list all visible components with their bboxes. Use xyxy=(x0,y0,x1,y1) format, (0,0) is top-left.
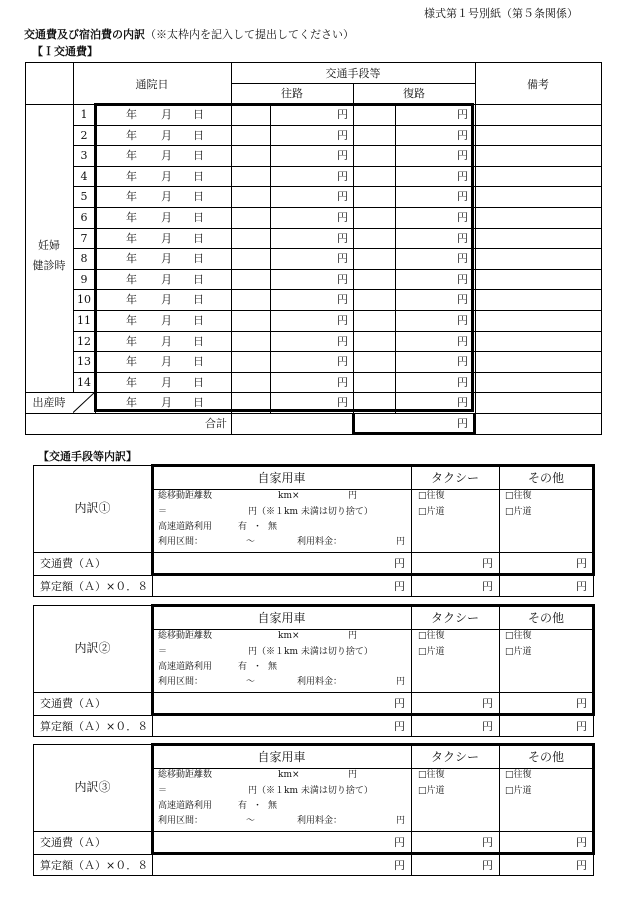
year-unit: 年 xyxy=(126,128,137,142)
year-unit: 年 xyxy=(126,108,137,121)
breakdown-label: 内訳① xyxy=(74,501,111,515)
other-one-way: □片道 xyxy=(505,786,532,796)
col-visit-date: 通院日 xyxy=(135,78,169,91)
day-unit: 日 xyxy=(193,355,204,369)
fee-label: 利用料金： xyxy=(297,677,343,687)
fare-car-yen: 円 xyxy=(394,697,405,710)
equals-sign: ＝ xyxy=(158,786,168,796)
row-number: 9 xyxy=(80,272,88,286)
calc-taxi-yen: 円 xyxy=(482,859,493,872)
rate-yen: 円 xyxy=(348,631,358,641)
other-round-trip: □往復 xyxy=(505,631,532,641)
taxi-one-way: □片道 xyxy=(418,647,445,657)
month-unit: 月 xyxy=(161,169,172,183)
month-unit: 月 xyxy=(161,314,172,327)
fare-label: 交通費（Ａ） xyxy=(40,557,106,570)
col-transport: 交通手段等 xyxy=(325,67,381,80)
year-unit: 年 xyxy=(126,293,137,307)
month-unit: 月 xyxy=(161,149,172,163)
section2-label: 【交通手段等内訳】 xyxy=(38,450,137,463)
calc-label: 算定額（Ａ）×０．８ xyxy=(40,580,149,593)
month-unit: 月 xyxy=(161,293,172,307)
title-text: 交通費及び宿泊費の内訳 xyxy=(24,28,145,41)
other-round-trip: □往復 xyxy=(505,491,532,501)
title-note: （※太枠内を記入して提出してください） xyxy=(145,28,354,41)
month-unit: 月 xyxy=(161,190,172,204)
outbound-yen: 円 xyxy=(337,272,348,286)
row-number: 5 xyxy=(80,190,88,204)
group-checkup-line2: 健診時 xyxy=(32,259,66,273)
section-label: 利用区間： xyxy=(158,816,204,826)
row-number: 8 xyxy=(80,252,88,266)
row-number: 3 xyxy=(80,149,88,163)
form-reference: 様式第１号別紙（第５条関係） xyxy=(424,7,578,20)
rate-yen: 円 xyxy=(348,491,358,501)
total-label: 合計 xyxy=(205,417,227,430)
page-title xyxy=(24,29,354,40)
day-unit: 日 xyxy=(193,334,204,348)
equals-sign: ＝ xyxy=(158,507,168,517)
fare-car-yen: 円 xyxy=(394,836,405,849)
highway-no: 無 xyxy=(268,662,278,672)
calc-label: 算定額（Ａ）×０．８ xyxy=(40,859,149,872)
section1-label: 【Ｉ交通費】 xyxy=(32,45,98,58)
day-unit: 日 xyxy=(193,190,204,204)
outbound-yen: 円 xyxy=(337,314,348,327)
rounding-note: 円（※１km 未満は切り捨て） xyxy=(248,786,373,796)
col-return: 復路 xyxy=(403,87,425,100)
fare-car-yen: 円 xyxy=(394,557,405,570)
km-times: km× xyxy=(278,631,300,641)
highway-dot: ・ xyxy=(253,801,263,811)
section-label: 利用区間： xyxy=(158,537,204,547)
year-unit: 年 xyxy=(126,314,137,327)
year-unit: 年 xyxy=(126,190,137,204)
day-unit: 日 xyxy=(193,272,204,286)
fare-taxi-yen: 円 xyxy=(482,557,493,570)
equals-sign: ＝ xyxy=(158,647,168,657)
taxi-round-trip: □往復 xyxy=(418,631,445,641)
year-unit: 年 xyxy=(126,355,137,369)
fare-taxi-yen: 円 xyxy=(482,836,493,849)
distance-label: 総移動距離数 xyxy=(158,631,213,641)
total-yen: 円 xyxy=(457,417,468,430)
km-times: km× xyxy=(278,770,300,780)
outbound-yen: 円 xyxy=(337,252,348,266)
highway-no: 無 xyxy=(268,522,278,532)
taxi-header: タクシー xyxy=(430,750,479,764)
return-yen: 円 xyxy=(457,149,468,163)
return-yen: 円 xyxy=(457,355,468,369)
taxi-header: タクシー xyxy=(430,611,479,625)
year-unit: 年 xyxy=(126,272,137,286)
calc-taxi-yen: 円 xyxy=(482,720,493,733)
outbound-yen: 円 xyxy=(337,149,348,163)
year-unit: 年 xyxy=(126,169,137,183)
highway-label: 高速道路利用 xyxy=(158,662,213,672)
return-yen: 円 xyxy=(457,334,468,348)
rate-yen: 円 xyxy=(348,770,358,780)
highway-label: 高速道路利用 xyxy=(158,522,213,532)
row-number: 6 xyxy=(80,211,88,224)
col-remarks: 備考 xyxy=(527,78,549,91)
distance-label: 総移動距離数 xyxy=(158,770,213,780)
highway-yes: 有 xyxy=(238,662,248,672)
row-number: 7 xyxy=(80,231,88,245)
year-unit: 年 xyxy=(126,211,137,224)
private-car-header: 自家用車 xyxy=(257,471,306,485)
return-yen: 円 xyxy=(457,128,468,142)
day-unit: 日 xyxy=(193,293,204,307)
other-one-way: □片道 xyxy=(505,507,532,517)
return-yen: 円 xyxy=(457,272,468,286)
private-car-header: 自家用車 xyxy=(257,750,306,764)
fee-label: 利用料金： xyxy=(297,816,343,826)
other-header: その他 xyxy=(527,750,564,764)
fee-label: 利用料金： xyxy=(297,537,343,547)
day-unit: 日 xyxy=(193,231,204,245)
rounding-note: 円（※１km 未満は切り捨て） xyxy=(248,507,373,517)
day-unit: 日 xyxy=(193,375,204,389)
year-unit: 年 xyxy=(126,149,137,163)
day-unit: 日 xyxy=(193,211,204,224)
other-one-way: □片道 xyxy=(505,647,532,657)
taxi-round-trip: □往復 xyxy=(418,770,445,780)
row-number: 2 xyxy=(80,128,88,142)
col-outbound: 往路 xyxy=(281,87,303,100)
taxi-header: タクシー xyxy=(430,471,479,485)
outbound-yen: 円 xyxy=(337,334,348,348)
fare-label: 交通費（Ａ） xyxy=(40,836,106,849)
fare-other-yen: 円 xyxy=(576,836,587,849)
highway-dot: ・ xyxy=(253,522,263,532)
fare-taxi-yen: 円 xyxy=(482,697,493,710)
thick-entry-frame xyxy=(94,103,474,412)
year-unit: 年 xyxy=(126,396,137,410)
fare-other-yen: 円 xyxy=(576,557,587,570)
month-unit: 月 xyxy=(161,128,172,142)
taxi-round-trip: □往復 xyxy=(418,491,445,501)
day-unit: 日 xyxy=(193,128,204,142)
calc-taxi-yen: 円 xyxy=(482,580,493,593)
outbound-yen: 円 xyxy=(337,396,348,410)
group-checkup-line1: 妊婦 xyxy=(38,238,60,252)
month-unit: 月 xyxy=(161,375,172,389)
calc-other-yen: 円 xyxy=(576,580,587,593)
outbound-yen: 円 xyxy=(337,128,348,142)
breakdown-label: 内訳③ xyxy=(74,780,111,794)
row-number: 11 xyxy=(77,314,91,327)
row-number: 13 xyxy=(77,355,91,369)
row-number: 14 xyxy=(77,375,91,389)
rounding-note: 円（※１km 未満は切り捨て） xyxy=(248,647,373,657)
km-times: km× xyxy=(278,491,300,501)
return-yen: 円 xyxy=(457,396,468,410)
day-unit: 日 xyxy=(193,149,204,163)
return-yen: 円 xyxy=(457,108,468,121)
row-number: 12 xyxy=(77,334,91,348)
return-yen: 円 xyxy=(457,169,468,183)
breakdown-label: 内訳② xyxy=(74,641,111,655)
section-label: 利用区間： xyxy=(158,677,204,687)
outbound-yen: 円 xyxy=(337,231,348,245)
calc-other-yen: 円 xyxy=(576,859,587,872)
calc-car-yen: 円 xyxy=(394,859,405,872)
day-unit: 日 xyxy=(193,169,204,183)
group-delivery: 出産時 xyxy=(32,396,66,410)
fee-yen: 円 xyxy=(396,816,406,826)
other-header: その他 xyxy=(527,611,564,625)
row-number: 1 xyxy=(80,108,88,121)
tilde: ～ xyxy=(246,677,256,687)
calc-car-yen: 円 xyxy=(394,580,405,593)
distance-label: 総移動距離数 xyxy=(158,491,213,501)
highway-yes: 有 xyxy=(238,522,248,532)
year-unit: 年 xyxy=(126,231,137,245)
month-unit: 月 xyxy=(161,396,172,410)
month-unit: 月 xyxy=(161,252,172,266)
year-unit: 年 xyxy=(126,252,137,266)
month-unit: 月 xyxy=(161,231,172,245)
day-unit: 日 xyxy=(193,314,204,327)
fare-label: 交通費（Ａ） xyxy=(40,697,106,710)
month-unit: 月 xyxy=(161,272,172,286)
calc-label: 算定額（Ａ）×０．８ xyxy=(40,720,149,733)
year-unit: 年 xyxy=(126,334,137,348)
return-yen: 円 xyxy=(457,211,468,224)
month-unit: 月 xyxy=(161,211,172,224)
taxi-one-way: □片道 xyxy=(418,786,445,796)
other-header: その他 xyxy=(527,471,564,485)
outbound-yen: 円 xyxy=(337,169,348,183)
month-unit: 月 xyxy=(161,334,172,348)
outbound-yen: 円 xyxy=(337,211,348,224)
row-number: 4 xyxy=(80,169,88,183)
highway-yes: 有 xyxy=(238,801,248,811)
return-yen: 円 xyxy=(457,375,468,389)
tilde: ～ xyxy=(246,537,256,547)
return-yen: 円 xyxy=(457,231,468,245)
return-yen: 円 xyxy=(457,314,468,327)
diagonal-slash xyxy=(73,392,95,413)
outbound-yen: 円 xyxy=(337,375,348,389)
fare-other-yen: 円 xyxy=(576,697,587,710)
outbound-yen: 円 xyxy=(337,293,348,307)
outbound-yen: 円 xyxy=(337,108,348,121)
fee-yen: 円 xyxy=(396,537,406,547)
tilde: ～ xyxy=(246,816,256,826)
month-unit: 月 xyxy=(161,355,172,369)
other-round-trip: □往復 xyxy=(505,770,532,780)
month-unit: 月 xyxy=(161,108,172,121)
private-car-header: 自家用車 xyxy=(257,611,306,625)
row-number: 10 xyxy=(77,293,91,307)
day-unit: 日 xyxy=(193,108,204,121)
day-unit: 日 xyxy=(193,396,204,410)
fee-yen: 円 xyxy=(396,677,406,687)
highway-dot: ・ xyxy=(253,662,263,672)
taxi-one-way: □片道 xyxy=(418,507,445,517)
outbound-yen: 円 xyxy=(337,190,348,204)
return-yen: 円 xyxy=(457,293,468,307)
year-unit: 年 xyxy=(126,375,137,389)
return-yen: 円 xyxy=(457,190,468,204)
highway-no: 無 xyxy=(268,801,278,811)
day-unit: 日 xyxy=(193,252,204,266)
outbound-yen: 円 xyxy=(337,355,348,369)
highway-label: 高速道路利用 xyxy=(158,801,213,811)
return-yen: 円 xyxy=(457,252,468,266)
calc-other-yen: 円 xyxy=(576,720,587,733)
calc-car-yen: 円 xyxy=(394,720,405,733)
